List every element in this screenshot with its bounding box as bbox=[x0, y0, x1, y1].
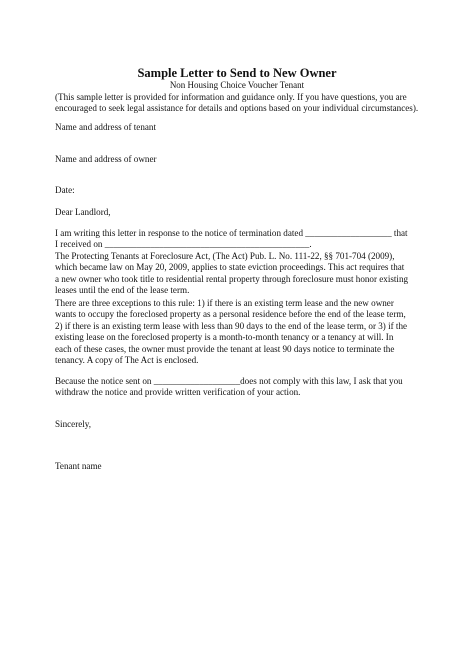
paragraph-line: I am writing this letter in response to the notice of termination dated ___________________ that bbox=[55, 228, 408, 238]
paragraph-line: 2) if there is an existing term lease with less than 90 days to the end of the lease term, or 3) if the bbox=[55, 320, 408, 331]
closing: Sincerely, bbox=[55, 419, 92, 429]
paragraph-line: wants to occupy the foreclosed property as a personal residence before the end of the lease term, bbox=[55, 309, 406, 320]
disclaimer-line: encouraged to seek legal assistance for details and options based on your individual circumstances). bbox=[55, 103, 419, 114]
paragraph-line: which became law on May 20, 2009, applies to state eviction proceedings. This act requires that bbox=[55, 262, 405, 273]
owner-address-label: Name and address of owner bbox=[55, 154, 157, 164]
paragraph-line: each of these cases, the owner must provide the tenant at least 90 days notice to terminate the bbox=[55, 343, 395, 354]
date-label: Date: bbox=[55, 185, 75, 195]
paragraph-request bbox=[55, 376, 425, 399]
paragraph-line: I received on _____________________________________________. bbox=[55, 239, 312, 250]
signature-label: Tenant name bbox=[55, 461, 102, 471]
tenant-address-label: Name and address of tenant bbox=[55, 122, 157, 132]
paragraph-exceptions bbox=[55, 298, 425, 366]
paragraph-line: The Protecting Tenants at Foreclosure Act, (The Act) Pub. L. No. 111-22, §§ 701-704 (2009), bbox=[55, 250, 395, 261]
letter-subtitle: Non Housing Choice Voucher Tenant bbox=[169, 80, 305, 90]
letter-title: Sample Letter to Send to New Owner bbox=[137, 66, 337, 80]
paragraph-line: There are three exceptions to this rule: 1) if there is an existing term lease and the new owner bbox=[55, 298, 394, 308]
salutation: Dear Landlord, bbox=[55, 207, 111, 217]
paragraph-line: a new owner who took title to residential rental property through foreclosure must honor existing bbox=[55, 273, 409, 284]
disclaimer bbox=[55, 92, 425, 115]
disclaimer-line: (This sample letter is provided for information and guidance only. If you have questions, you are bbox=[55, 92, 407, 102]
paragraph-line: Because the notice sent on ___________________does not comply with this law, I ask that you bbox=[55, 376, 403, 386]
paragraph-line: tenancy. A copy of The Act is enclosed. bbox=[55, 355, 199, 366]
paragraph-line: withdraw the notice and provide written verification of your action. bbox=[55, 387, 301, 398]
paragraph-line: existing lease on the foreclosed property is a month-to-month tenancy or a tenancy at will. In bbox=[55, 332, 394, 343]
paragraph-line: leases until the end of the lease term. bbox=[55, 285, 190, 296]
paragraph-termination bbox=[55, 228, 425, 296]
